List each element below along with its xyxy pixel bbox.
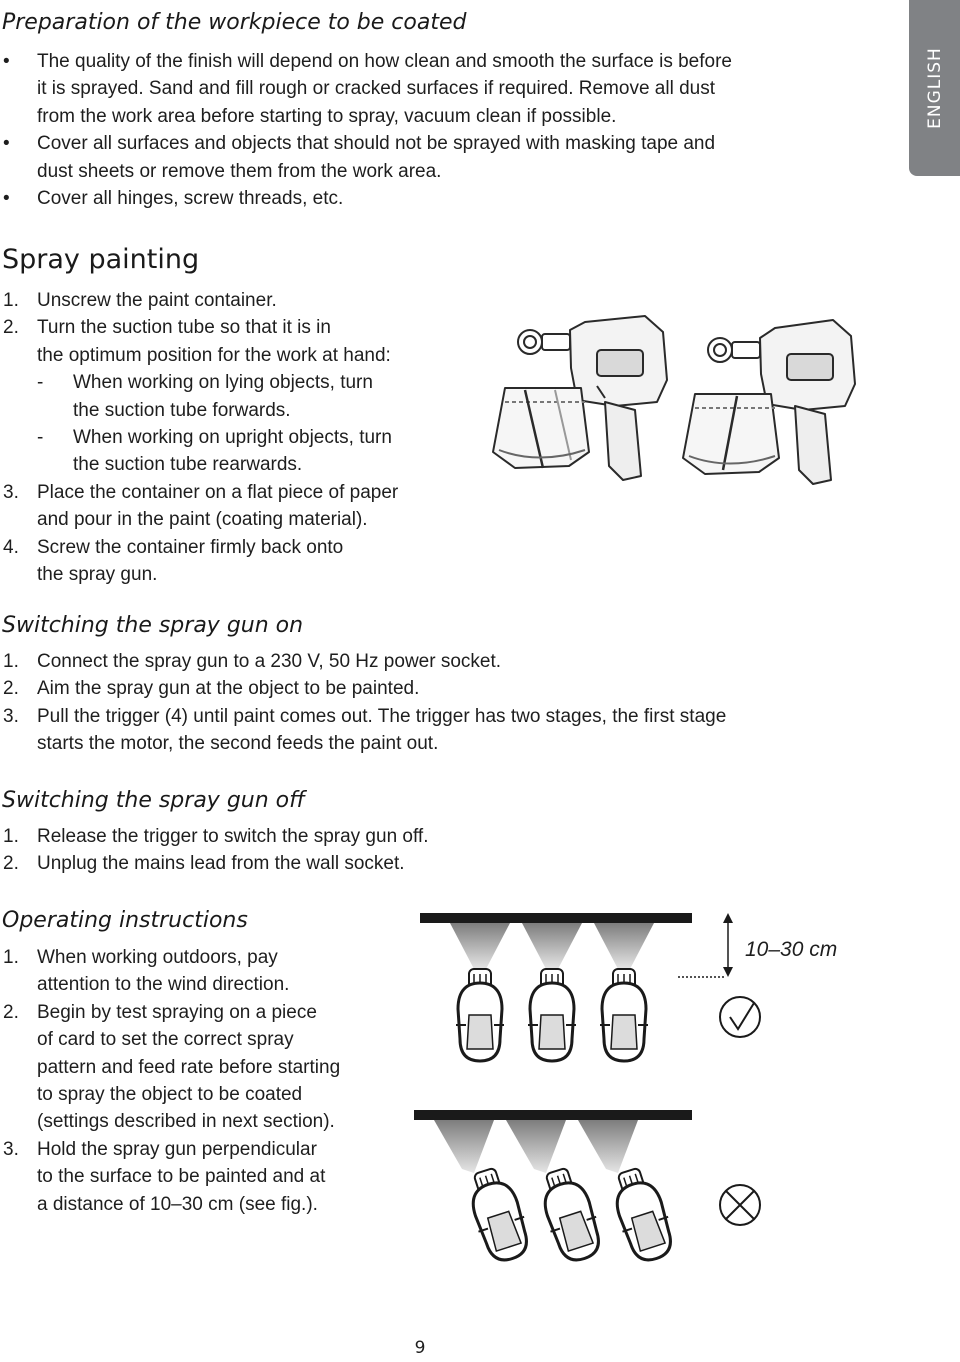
list-item-text: (settings described in next section).	[37, 1111, 335, 1133]
list-item-text: Unscrew the paint container.	[37, 290, 277, 311]
step-number: 1.	[3, 826, 19, 847]
list-item-text: Cover all surfaces and objects that should not be sprayed with masking tape and	[37, 133, 716, 155]
list-item	[0, 75, 732, 102]
list-item	[0, 944, 340, 971]
list-item	[0, 1108, 340, 1135]
list-item	[0, 1026, 340, 1053]
list-item	[0, 561, 398, 588]
list-item	[0, 1054, 340, 1081]
step-number: 2.	[3, 1001, 19, 1023]
list-item-text: the suction tube forwards.	[73, 399, 291, 421]
list-item	[0, 130, 732, 157]
list-item	[0, 999, 340, 1026]
page-number: 9	[414, 1338, 426, 1358]
bullet-marker: •	[3, 133, 10, 155]
list-item-text: from the work area before starting to spray, vacuum clean if possible.	[37, 105, 617, 127]
list-item-text: Release the trigger to switch the spray gun off.	[37, 826, 429, 847]
list-item-text: a distance of 10–30 cm (see fig.).	[37, 1193, 318, 1215]
spray-distance-figure	[410, 905, 780, 1285]
list-item-text: the suction tube rearwards.	[73, 454, 303, 476]
step-number: 3.	[3, 1138, 19, 1160]
list-item-text: Aim the spray gun at the object to be painted.	[37, 678, 420, 700]
list-item-text: the spray gun.	[37, 564, 158, 586]
list-item	[0, 506, 398, 533]
preparation-list	[0, 48, 732, 212]
language-tab-label: ENGLISH	[924, 47, 945, 129]
list-item	[0, 850, 428, 877]
list-item	[0, 675, 726, 702]
list-item	[0, 287, 398, 314]
list-item	[0, 1081, 340, 1108]
list-item-text: Pull the trigger (4) until paint comes out. The trigger has two stages, the first stage	[37, 705, 727, 727]
section-title-spray-painting: Spray painting	[2, 244, 200, 275]
spray-gun-rearward-tube	[683, 320, 855, 484]
list-item-text: Place the container on a flat piece of paper	[37, 481, 399, 503]
list-item	[0, 342, 398, 369]
spray-gun-forward-tube	[493, 316, 667, 480]
check-mark-icon	[720, 997, 760, 1037]
step-number: 3.	[3, 705, 19, 727]
step-number: 3.	[3, 481, 19, 503]
list-item-text: Connect the spray gun to a 230 V, 50 Hz power socket.	[37, 651, 502, 672]
list-item	[0, 185, 732, 212]
language-tab	[909, 0, 960, 176]
spray-gun-illustration	[485, 310, 865, 500]
bullet-marker: •	[3, 51, 10, 72]
switch-on-list	[0, 648, 726, 758]
spray-painting-list	[0, 287, 398, 588]
list-item	[0, 397, 398, 424]
list-item-text: the optimum position for the work at hand:	[37, 344, 391, 366]
step-number: 2.	[3, 853, 19, 875]
cross-mark-icon	[720, 1185, 760, 1225]
switch-off-list	[0, 823, 428, 878]
distance-label: 10–30 cm	[745, 938, 838, 961]
list-item-text: The quality of the finish will depend on how clean and smooth the surface is before	[37, 51, 732, 72]
list-item-text: and pour in the paint (coating material).	[37, 509, 368, 531]
list-item-text: attention to the wind direction.	[37, 974, 290, 996]
list-item-text: starts the motor, the second feeds the paint out.	[37, 733, 439, 755]
list-item-text: pattern and feed rate before starting	[37, 1056, 341, 1078]
step-number: 1.	[3, 947, 19, 968]
list-item-text: dust sheets or remove them from the work area.	[37, 160, 442, 182]
correct-spray-row	[420, 913, 692, 1061]
list-item	[0, 103, 732, 130]
step-number: 2.	[3, 678, 19, 700]
section-title-switch-off: Switching the spray gun off	[2, 788, 305, 813]
list-item	[0, 424, 398, 451]
list-item-text: When working on lying objects, turn	[73, 372, 373, 394]
list-item	[0, 158, 732, 185]
list-item-text: Hold the spray gun perpendicular	[37, 1138, 317, 1160]
list-item-text: to spray the object to be coated	[37, 1084, 303, 1106]
list-item-text: to the surface to be painted and at	[37, 1166, 326, 1188]
incorrect-spray-row	[414, 1110, 692, 1266]
list-item-text: Turn the suction tube so that it is in	[37, 317, 331, 339]
list-item-text: Cover all hinges, screw threads, etc.	[37, 188, 344, 210]
list-item-text: Begin by test spraying on a piece	[37, 1001, 317, 1023]
list-item	[0, 48, 732, 75]
step-number: 2.	[3, 317, 19, 339]
section-title-operating: Operating instructions	[2, 908, 248, 933]
list-item	[0, 703, 726, 730]
list-item	[0, 823, 428, 850]
operating-list	[0, 944, 340, 1218]
list-item	[0, 314, 398, 341]
list-item	[0, 369, 398, 396]
list-item-text: Screw the container firmly back onto	[37, 536, 344, 558]
list-item	[0, 730, 726, 757]
section-title-switch-on: Switching the spray gun on	[2, 613, 304, 638]
list-item-text: of card to set the correct spray	[37, 1029, 294, 1051]
bullet-marker: •	[3, 188, 10, 210]
list-item-text: it is sprayed. Sand and fill rough or cracked surfaces if required. Remove all dust	[37, 78, 715, 100]
dash-marker: -	[37, 427, 44, 449]
list-item	[0, 1191, 340, 1218]
step-number: 4.	[3, 536, 19, 558]
step-number: 1.	[3, 651, 19, 672]
list-item-text: Unplug the mains lead from the wall socket.	[37, 853, 405, 875]
list-item	[0, 534, 398, 561]
list-item	[0, 451, 398, 478]
list-item-text: When working on upright objects, turn	[73, 427, 392, 449]
section-title-preparation: Preparation of the workpiece to be coated	[2, 10, 467, 35]
list-item	[0, 1136, 340, 1163]
list-item	[0, 479, 398, 506]
list-item-text: When working outdoors, pay	[37, 947, 278, 968]
list-item	[0, 971, 340, 998]
dash-marker: -	[37, 372, 44, 394]
step-number: 1.	[3, 290, 19, 311]
list-item	[0, 1163, 340, 1190]
list-item	[0, 648, 726, 675]
